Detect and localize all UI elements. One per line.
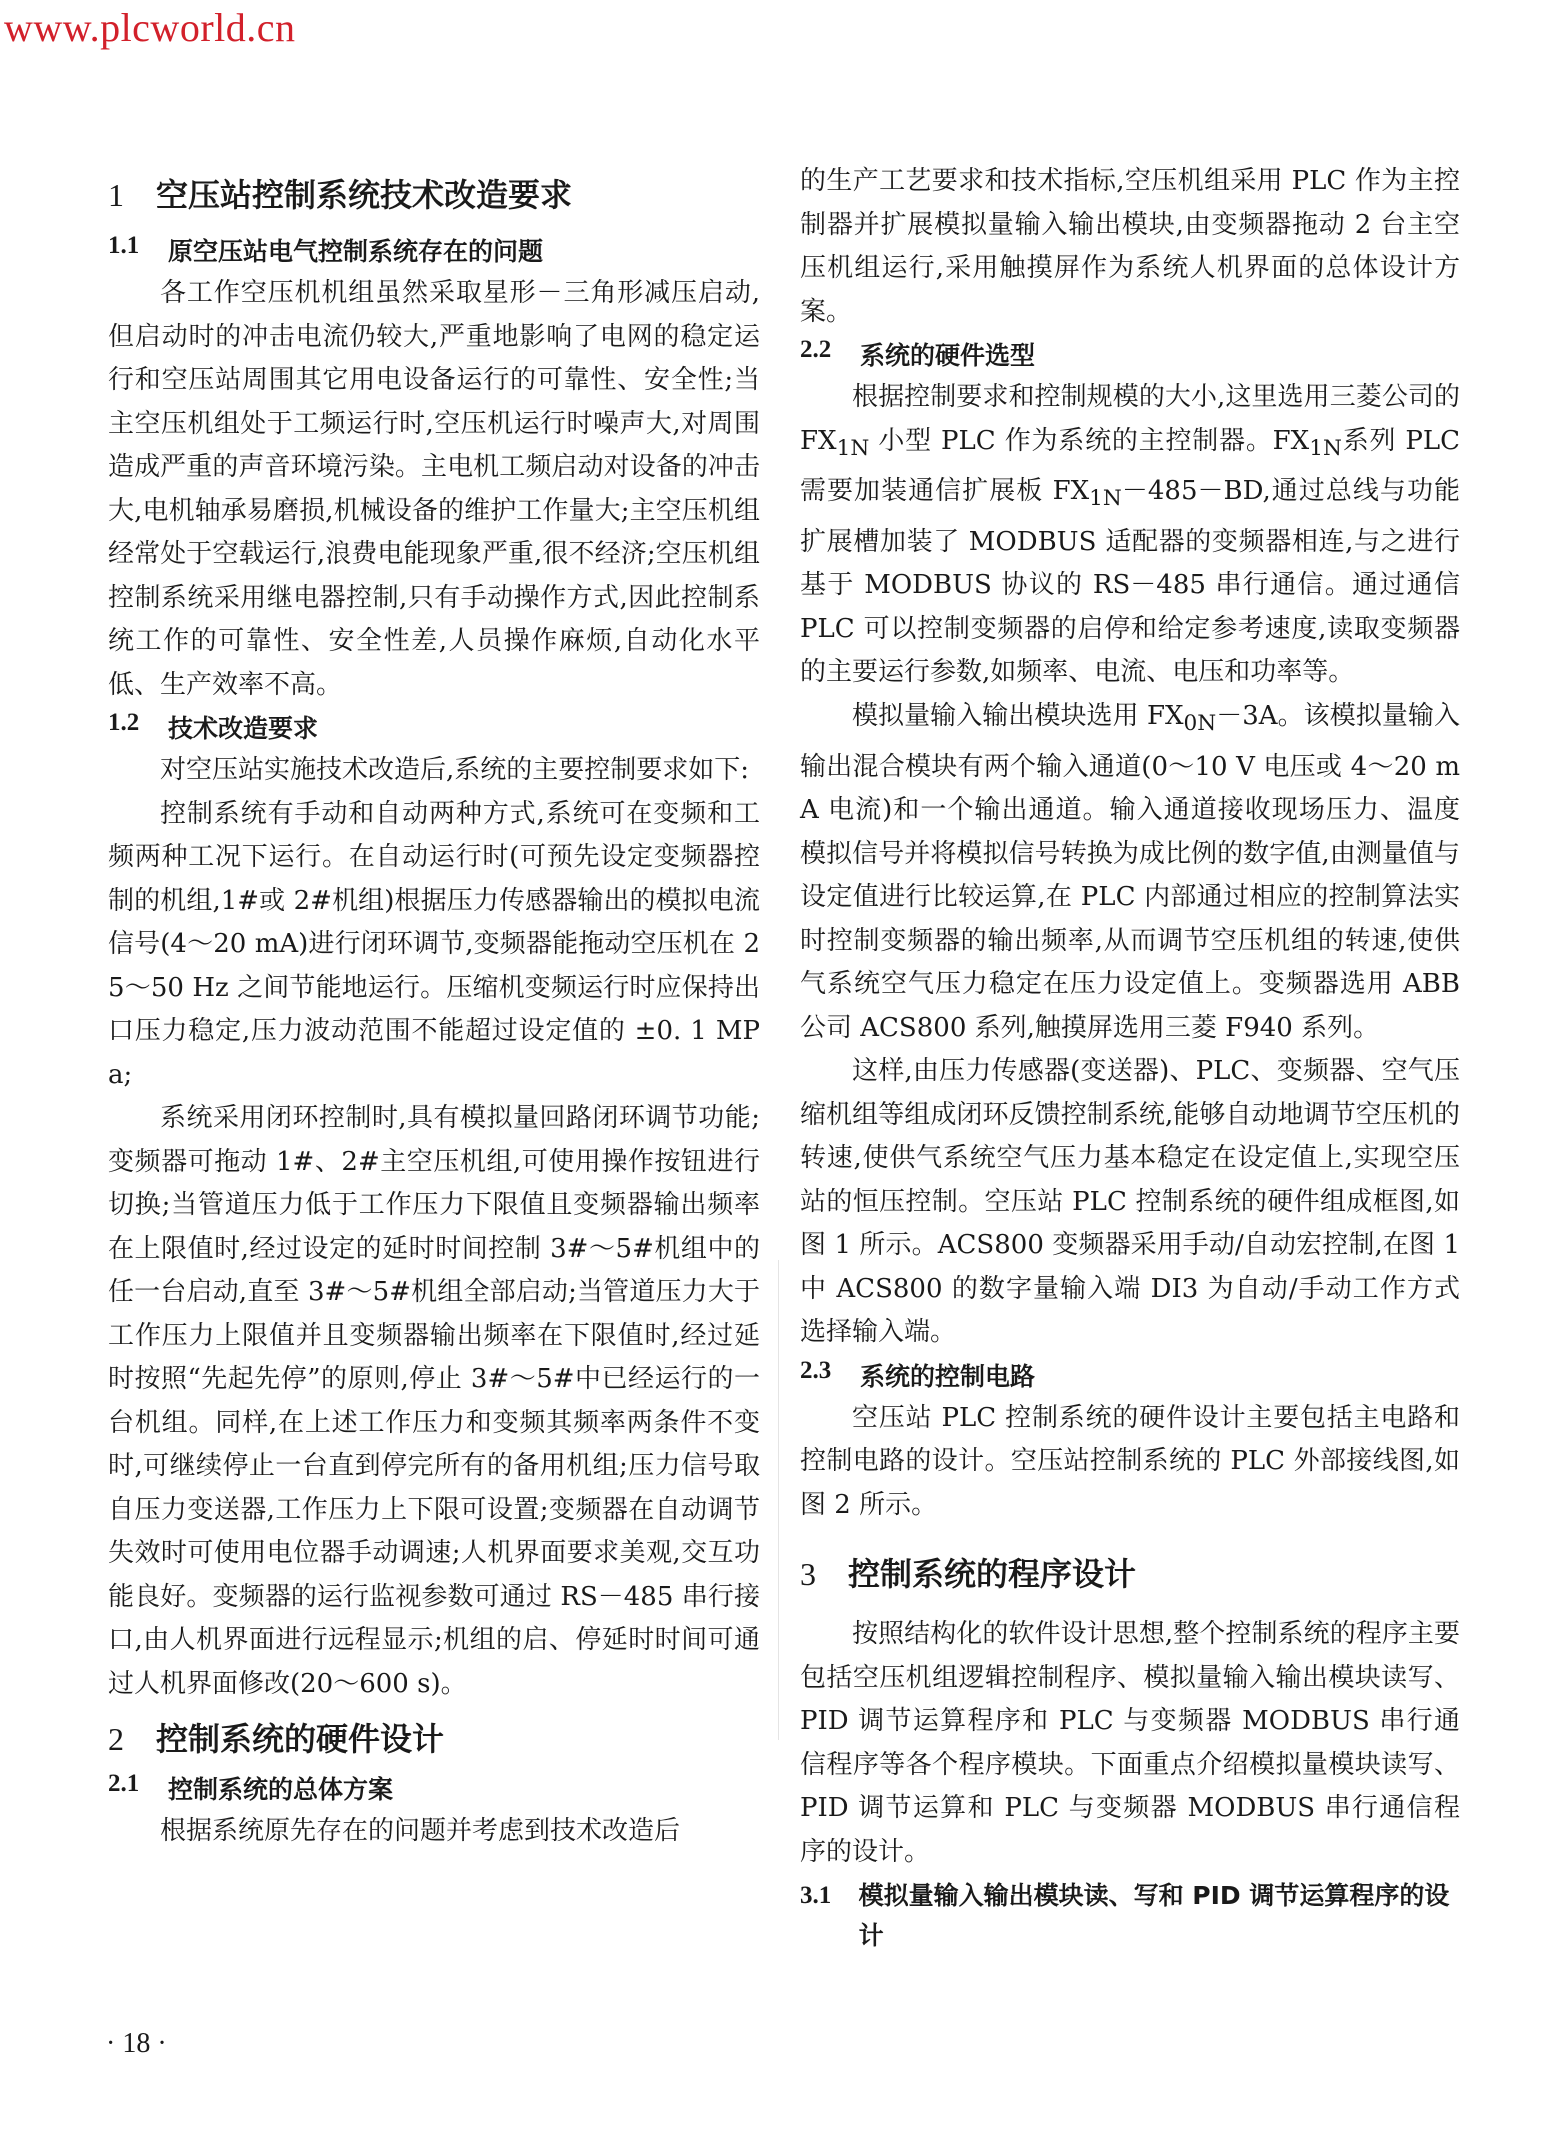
section-2-3-heading [800,1357,1460,1393]
section-1-1-heading [108,232,760,268]
section-number: 2.3 [800,1356,832,1384]
section-title: 系统的硬件选型 [860,341,1036,370]
subscript: 1N [1089,486,1122,512]
section-number: 2 [108,1721,124,1757]
paragraph: 对空压站实施技术改造后,系统的主要控制要求如下: [160,755,750,785]
section-3-heading [800,1549,1460,1595]
text-run: 根据控制要求和控制规模的大小,这里选用三菱公司的 FX [800,382,1460,456]
paragraph [800,376,1460,695]
section-3-1-heading [800,1876,1460,1956]
paragraph [800,695,1460,1050]
paragraph: 系统采用闭环控制时,具有模拟量回路闭环调节功能;变频器可拖动 1#、2#主空压机组,可使用操作按钮进行切换;当管道压力低于工作压力下限值且变频器输出频率在上限值时,经过设定的延时时间控制 3#～5#机组中的任一台启动,直至 3#～5#机组全部启动;当管道压力大于工作压力上限值并且变频器输出频率在下限值时,经过延时按照“先起先停”的原则,停止 3#～5#中已经运行的一台机组。同样,在上述工作压力和变频其频率两条件不变时,可继续停止一台直到停完所有的备用机组;压力信号取自压力变送器,工作压力上下限可设置;变频器在自动调节失效时可使用电位器手动调速;人机界面要求美观,交互功能良好。变频器的运行监视参数可通过 RS－485 串行接口,由人机界面进行远程显示;机组的启、停延时时间可通过人机界面修改(20～600 s)。 [108,1103,760,1699]
section-title: 技术改造要求 [168,714,319,743]
paragraph: 这样,由压力传感器(变送器)、PLC、变频器、空气压缩机组等组成闭环反馈控制系统,能够自动地调节空压机的转速,使供气系统空气压力基本稳定在设定值上,实现空压站的恒压控制。空压站 PLC 控制系统的硬件组成框图,如图 1 所示。ACS800 变频器采用手动/自动宏控制,在图 1 中 ACS800 的数字量输入端 DI3 为自动/手动工作方式选择输入端。 [800,1056,1460,1348]
paragraph: 根据系统原先存在的问题并考虑到技术改造后 [160,1816,681,1846]
section-number: 1.1 [108,232,140,259]
section-title: 控制系统的总体方案 [168,1775,394,1804]
section-2-1-heading [108,1770,760,1806]
section-title: 系统的控制电路 [860,1361,1036,1391]
text-run: －485－BD,通过总线与功能扩展槽加装了 MODBUS 适配器的变频器相连,与之进行基于 MODBUS 协议的 RS－485 串行通信。通过通信 PLC 可以控制变频器的启停和给定参考速度,读取变频器的主要运行参数,如频率、电流、电压和功率等。 [800,476,1460,688]
section-number: 3.1 [800,1882,832,1910]
paragraph: 各工作空压机机组虽然采取星形－三角形减压启动,但启动时的冲击电流仍较大,严重地影响了电网的稳定运行和空压站周围其它用电设备运行的可靠性、安全性;当主空压机组处于工频运行时,空压机运行时噪声大,对周围造成严重的声音环境污染。主电机工频启动对设备的冲击大,电机轴承易磨损,机械设备的维护工作量大;主空压机组经常处于空载运行,浪费电能现象严重,很不经济;空压机组控制系统采用继电器控制,只有手动操作方式,因此控制系统工作的可靠性、安全性差,人员操作麻烦,自动化水平低、生产效率不高。 [108,278,760,700]
text-run: －3A。该模拟量输入输出混合模块有两个输入通道(0～10 V 电压或 4～20 mA 电流)和一个输出通道。输入通道接收现场压力、温度模拟信号并将模拟信号转换为成比例的数字值,由测量值与设定值进行比较运算,在 PLC 内部通过相应的控制算法实时控制变频器的输出频率,从而调节空压机组的转速,使供气系统空气压力稳定在压力设定值上。变频器选用 ABB 公司 ACS800 系列,触摸屏选用三菱 F940 系列。 [800,700,1460,1043]
section-2-2-heading [800,336,1460,372]
section-number: 3 [800,1556,816,1593]
section-2-heading [108,1714,760,1760]
paragraph: 控制系统有手动和自动两种方式,系统可在变频和工频两种工况下运行。在自动运行时(可预先设定变频器控制的机组,1#或 2#机组)根据压力传感器输出的模拟电流信号(4～20 mA)进行闭环调节,变频器能拖动空压机在 25～50 Hz 之间节能地运行。压缩机变频运行时应保持出口压力稳定,压力波动范围不能超过设定值的 ±0. 1 MPa; [108,798,760,1090]
section-title: 控制系统的硬件设计 [156,1720,445,1758]
section-title: 模拟量输入输出模块读、写和 PID 调节运算程序的设计 [858,1881,1450,1951]
right-column [800,160,1460,1960]
section-number: 2.1 [108,1770,140,1797]
text-run: 系列 PLC 需要加装通信扩展板 FX [800,425,1461,507]
subscript: 0N [1183,711,1217,737]
text-run: 模拟量输入输出模块选用 FX [852,700,1184,731]
section-number: 1 [108,177,124,213]
page-number: · 18 · [106,2028,167,2059]
section-title: 控制系统的程序设计 [848,1555,1137,1594]
section-1-2-heading [108,709,760,745]
paragraph: 的生产工艺要求和技术指标,空压机组采用 PLC 作为主控制器并扩展模拟量输入输出模块,由变频器拖动 2 台主空压机组运行,采用触摸屏作为系统人机界面的总体设计方案。 [800,166,1460,327]
column-divider [778,1260,779,1740]
watermark-url: www.plcworld.cn [4,5,296,50]
section-number: 2.2 [800,336,832,363]
section-number: 1.2 [108,709,140,736]
paragraph: 按照结构化的软件设计思想,整个控制系统的程序主要包括空压机组逻辑控制程序、模拟量输入输出模块读写、PID 调节运算程序和 PLC 与变频器 MODBUS 串行通信程序等各个程序模块。下面重点介绍模拟量模块读写、PID 调节运算和 PLC 与变频器 MODBUS 串行通信程序的设计。 [800,1619,1460,1867]
paragraph: 空压站 PLC 控制系统的硬件设计主要包括主电路和控制电路的设计。空压站控制系统的 PLC 外部接线图,如图 2 所示。 [800,1402,1460,1520]
section-1-heading [108,170,760,216]
subscript: 1N [836,435,870,461]
subscript: 1N [1309,435,1342,461]
section-title: 原空压站电气控制系统存在的问题 [168,237,544,266]
left-column [108,160,760,1854]
text-run: 小型 PLC 作为系统的主控制器。FX [869,425,1310,456]
section-title: 空压站控制系统技术改造要求 [156,176,573,214]
